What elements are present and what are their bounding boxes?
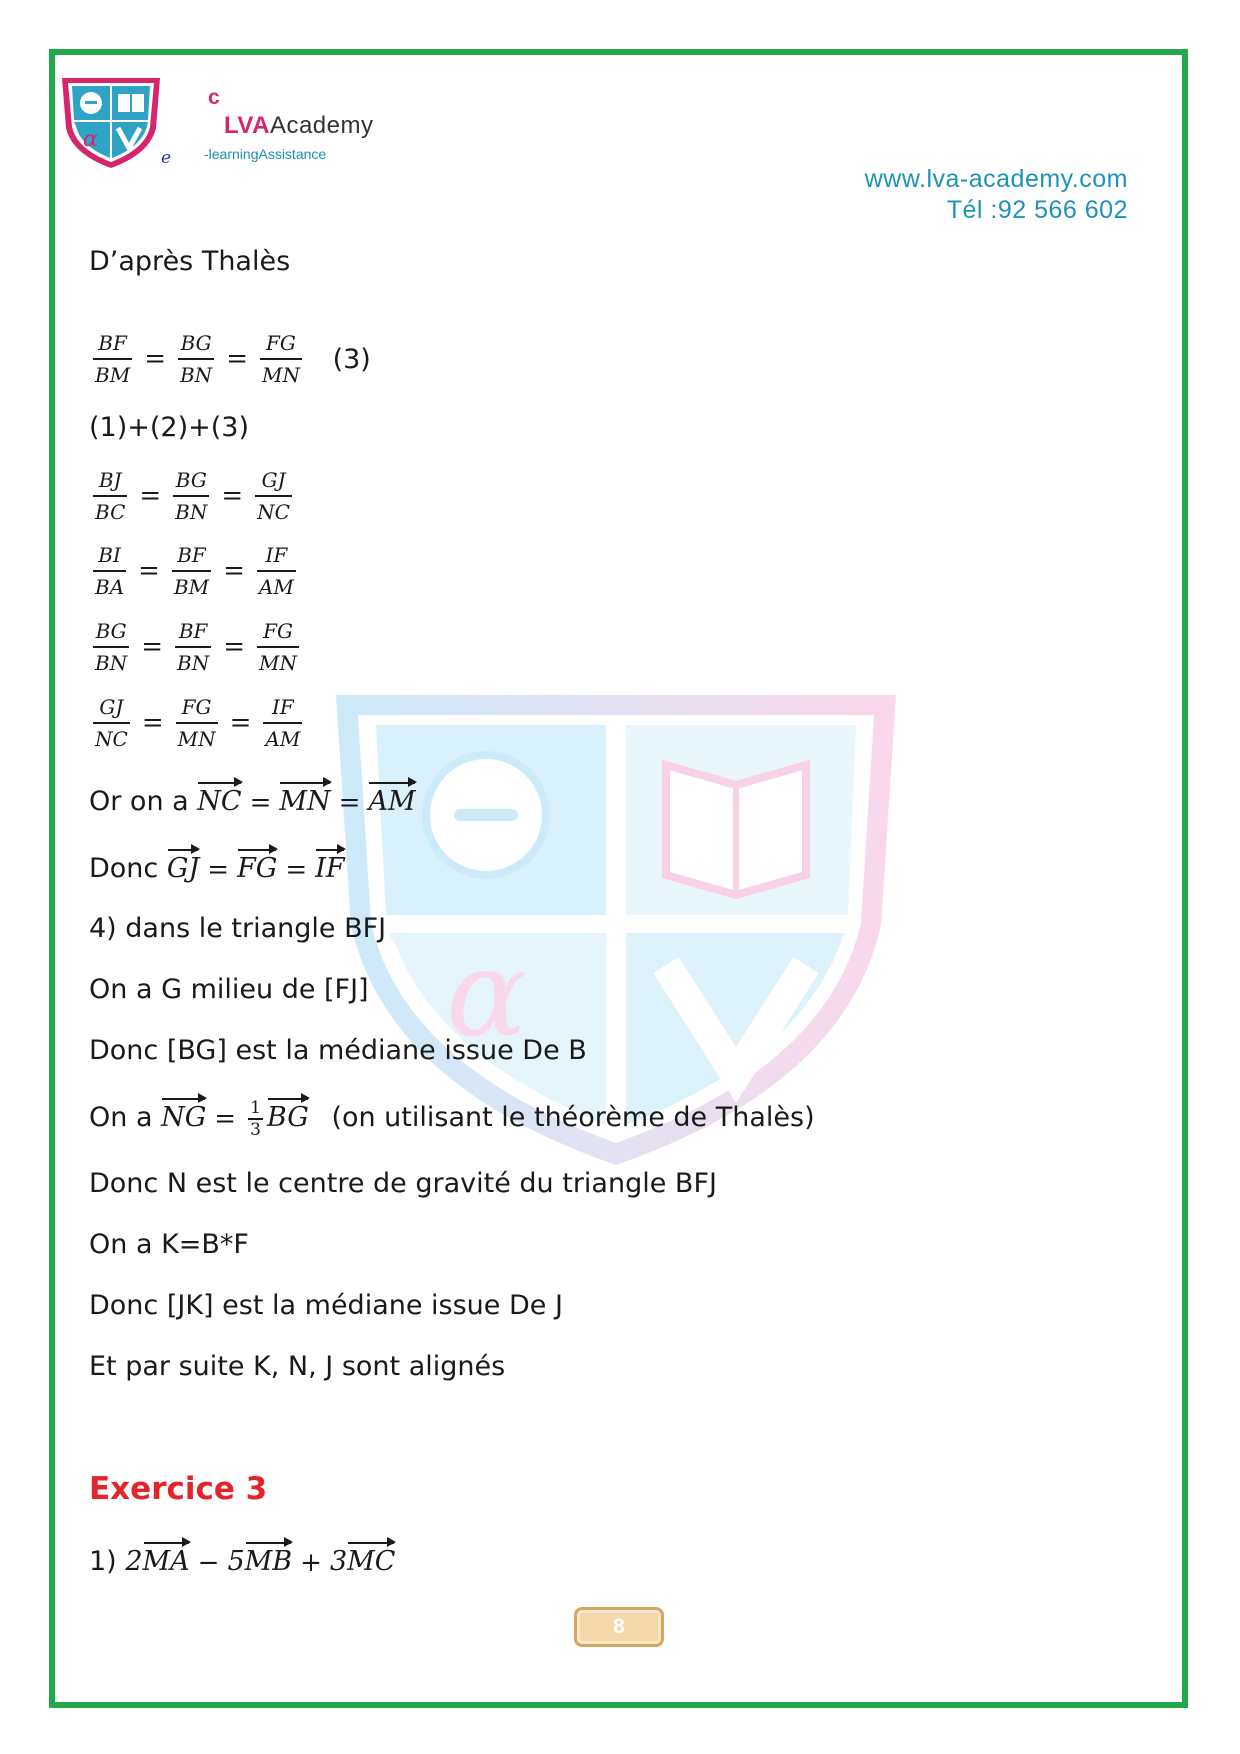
ratio-line-3: $\frac{BG}{BN}$ = $\frac{BF}{BN}$ = $\frac{FG}{MN}$ <box>89 616 303 678</box>
vector-equality-2: Donc GJ = FG = IF <box>89 845 345 885</box>
brand-c: c <box>208 86 220 109</box>
vector: MC <box>347 1538 395 1577</box>
fraction: $\frac{1}{3}$ <box>250 1097 261 1140</box>
fraction: $\frac{FG}{MN}$ <box>257 616 299 678</box>
fraction: $\frac{BG}{BN}$ <box>93 616 129 678</box>
exercise-3-question-1: 1) 2MA − 5MB + 3MC <box>89 1538 395 1578</box>
vector: MN <box>279 778 330 817</box>
svg-text:α: α <box>83 127 98 152</box>
thales-intro: D’après Thalès <box>89 246 291 277</box>
website-link[interactable]: www.lva-academy.com <box>864 165 1128 193</box>
vector: FG <box>237 845 277 884</box>
ratio-line-2: $\frac{BI}{BA}$ = $\frac{BF}{BM}$ = $\frac{IF}{AM}$ <box>89 540 300 602</box>
exercise-3-title: Exercice 3 <box>89 1471 268 1507</box>
vector: NG <box>161 1094 206 1133</box>
fraction: $\frac{BF}{BM}$ <box>172 540 211 602</box>
vector: MA <box>143 1538 190 1577</box>
phone-number: Tél :92 566 602 <box>946 196 1128 224</box>
contact-info <box>865 164 1128 226</box>
svg-text:α: α <box>446 925 528 1064</box>
vector: IF <box>315 845 344 884</box>
fraction: $\frac{IF}{AM}$ <box>257 540 296 602</box>
midpoint-statement: On a G milieu de [FJ] <box>89 974 369 1005</box>
step-4: 4) dans le triangle BFJ <box>89 913 387 944</box>
k-definition: On a K=B*F <box>89 1229 249 1260</box>
fraction: $\frac{BF}{BM}$ <box>93 328 132 390</box>
ng-relation: On a NG = $\frac{1}{3}$ BG (on utilisant le théorème de Thalès) <box>89 1094 815 1140</box>
vector: AM <box>368 778 415 817</box>
vector: MB <box>245 1538 293 1577</box>
median-b-statement: Donc [BG] est la médiane issue De B <box>89 1035 587 1066</box>
fraction: $\frac{BI}{BA}$ <box>93 540 126 602</box>
fraction: $\frac{GJ}{NC}$ <box>255 465 292 527</box>
brand-lva: LVA <box>224 112 270 139</box>
page-number-badge: 8 <box>574 1607 664 1647</box>
fraction: $\frac{IF}{AM}$ <box>263 692 302 754</box>
vector: GJ <box>167 845 199 884</box>
sum-label: (1)+(2)+(3) <box>89 412 249 443</box>
fraction: $\frac{BF}{BN}$ <box>175 616 211 678</box>
brand-academy: Academy <box>269 112 374 139</box>
fraction: $\frac{FG}{MN}$ <box>176 692 218 754</box>
alignment-conclusion: Et par suite K, N, J sont alignés <box>89 1351 506 1382</box>
gravity-center-statement: Donc N est le centre de gravité du triangle BFJ <box>89 1168 717 1199</box>
equation-label: (3) <box>332 343 371 375</box>
fraction: $\frac{BJ}{BC}$ <box>93 465 127 527</box>
fraction: $\frac{BG}{BN}$ <box>178 328 214 390</box>
brand-tagline: -learningAssistance <box>204 146 327 162</box>
median-j-statement: Donc [JK] est la médiane issue De J <box>89 1290 563 1321</box>
vector: BG <box>267 1094 309 1133</box>
ng-note: (on utilisant le théorème de Thalès) <box>331 1102 815 1133</box>
fraction: $\frac{BG}{BN}$ <box>173 465 209 527</box>
ratio-line-4: $\frac{GJ}{NC}$ = $\frac{FG}{MN}$ = $\frac{IF}{AM}$ <box>89 692 306 754</box>
fraction: $\frac{GJ}{NC}$ <box>93 692 130 754</box>
brand-e: e <box>161 148 172 168</box>
lva-academy-logo <box>56 74 166 170</box>
fraction: $\frac{FG}{MN}$ <box>260 328 302 390</box>
equation-3: $\frac{BF}{BM}$ = $\frac{BG}{BN}$ = $\frac{FG}{MN}$ (3) <box>89 328 371 390</box>
ratio-line-1: $\frac{BJ}{BC}$ = $\frac{BG}{BN}$ = $\frac{GJ}{NC}$ <box>89 465 296 527</box>
brand-name <box>224 112 373 140</box>
vector-equality-1: Or on a NC = MN = AM <box>89 778 416 818</box>
vector: NC <box>197 778 241 817</box>
